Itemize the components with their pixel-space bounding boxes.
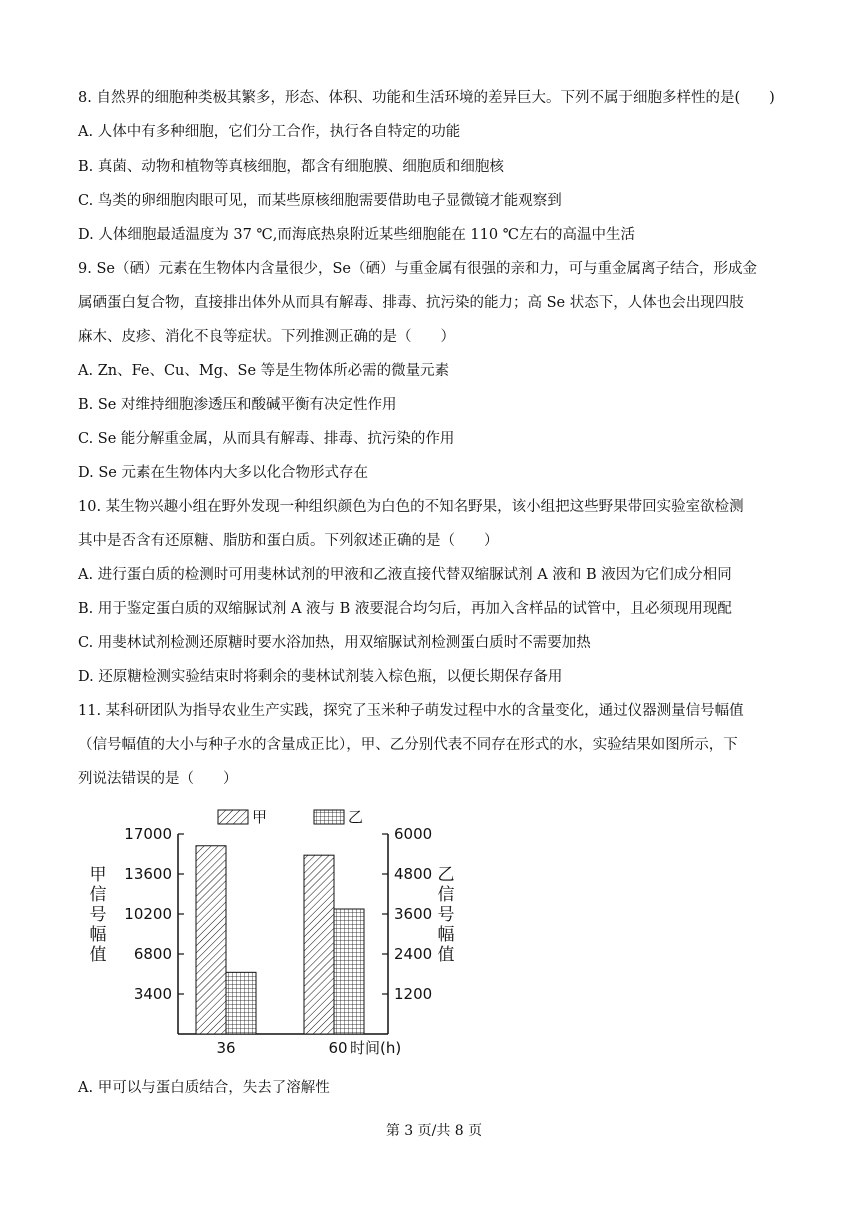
q11-option-a: A. 甲可以与蛋白质结合，失去了溶解性 [78,1080,330,1096]
q8-option-c: C. 鸟类的卵细胞肉眼可见，而某些原核细胞需要借助电子显微镜才能观察到 [78,193,562,209]
q10-option-d: D. 还原糖检测实验结束时将剩余的斐林试剂装入棕色瓶，以便长期保存备用 [78,669,563,685]
q9-stem-line1: 9. Se（硒）元素在生物体内含量很少，Se（硒）与重金属有很强的亲和力，可与重金属离子结合，形成金 [78,261,757,277]
q10-stem-line1: 10. 某生物兴趣小组在野外发现一种组织颜色为白色的不知名野果，该小组把这些野果带回实验室欲检测 [78,499,744,515]
left-y-axis-label: 值 [89,945,107,965]
q9-stem-line2: 属硒蛋白复合物，直接排出体外从而具有解毒、排毒、抗污染的能力；高 Se 状态下，人体也会出现四肢 [78,295,744,311]
right-y-axis-label: 幅 [437,925,455,945]
q11-stem-line2: （信号幅值的大小与种子水的含量成正比），甲、乙分别代表不同存在形式的水，实验结果如图所示，下 [78,737,738,753]
right-y-axis-label: 号 [437,905,455,925]
q8-stem: 8. 自然界的细胞种类极其繁多，形态、体积、功能和生活环境的差异巨大。下列不属于细胞多样性的是( ) [78,90,775,106]
q8-option-a: A. 人体中有多种细胞，它们分工合作，执行各自特定的功能 [78,124,461,140]
q10-option-b: B. 用于鉴定蛋白质的双缩脲试剂 A 液与 B 液要混合均匀后，再加入含样品的试管中，且必须现用现配 [78,601,732,617]
q11-stem-line1: 11. 某科研团队为指导农业生产实践，探究了玉米种子萌发过程中水的含量变化，通过仪器测量信号幅值 [78,703,744,719]
right-y-axis-label: 值 [437,945,455,965]
left-y-tick-label: 10200 [124,905,172,923]
right-y-axis-label: 乙 [437,865,455,885]
left-y-tick-label: 3400 [133,985,172,1003]
right-y-tick-label: 1200 [394,985,433,1003]
legend-swatch-jia [218,810,248,824]
q9-option-c: C. Se 能分解重金属，从而具有解毒、排毒、抗污染的作用 [78,431,455,447]
legend-label-yi: 乙 [348,808,364,826]
left-y-axis-label: 幅 [89,925,107,945]
legend-label-jia: 甲 [252,808,268,826]
q10-option-a: A. 进行蛋白质的检测时可用斐林试剂的甲液和乙液直接代替双缩脲试剂 A 液和 B 液因为它们成分相同 [78,567,732,583]
left-y-tick-label: 13600 [124,865,172,883]
q9-option-b: B. Se 对维持细胞渗透压和酸碱平衡有决定性作用 [78,397,397,413]
bar-jia-36 [196,846,226,1034]
bar-yi-60 [334,909,364,1034]
x-tick-label: 36 [216,1039,236,1057]
q9-option-d: D. Se 元素在生物体内大多以化合物形式存在 [78,465,368,481]
q9-stem-line3: 麻木、皮疹、消化不良等症状。下列推测正确的是（ ） [78,329,455,345]
right-y-tick-label: 6000 [394,825,433,843]
right-y-tick-label: 2400 [394,945,433,963]
bar-yi-36 [226,972,256,1034]
legend-swatch-yi [314,810,344,824]
left-y-tick-label: 6800 [133,945,172,963]
left-y-axis-label: 信 [89,885,107,905]
bar-jia-60 [304,855,334,1034]
q11-stem-line3: 列说法错误的是（ ） [78,771,238,787]
left-y-axis-label: 号 [89,905,107,925]
right-y-tick-label: 4800 [394,865,433,883]
x-tick-label: 60 [328,1039,348,1057]
q10-stem-line2: 其中是否含有还原糖、脂肪和蛋白质。下列叙述正确的是（ ） [78,533,499,549]
q9-option-a: A. Zn、Fe、Cu、Mg、Se 等是生物体所必需的微量元素 [78,363,450,379]
left-y-axis-label: 甲 [89,865,107,885]
right-y-tick-label: 3600 [394,905,433,923]
water-signal-bar-chart [80,800,455,1060]
right-y-axis-label: 信 [437,885,455,905]
page-footer: 第 3 页/共 8 页 [385,1123,483,1139]
x-axis-label: 时间(h) [350,1039,402,1057]
q10-option-c: C. 用斐林试剂检测还原糖时要水浴加热，用双缩脲试剂检测蛋白质时不需要加热 [78,635,591,651]
left-y-tick-label: 17000 [124,825,172,843]
q8-option-b: B. 真菌、动物和植物等真核细胞，都含有细胞膜、细胞质和细胞核 [78,159,504,175]
q8-option-d: D. 人体细胞最适温度为 37 ℃,而海底热泉附近某些细胞能在 110 ℃左右的高温中生活 [78,227,635,243]
